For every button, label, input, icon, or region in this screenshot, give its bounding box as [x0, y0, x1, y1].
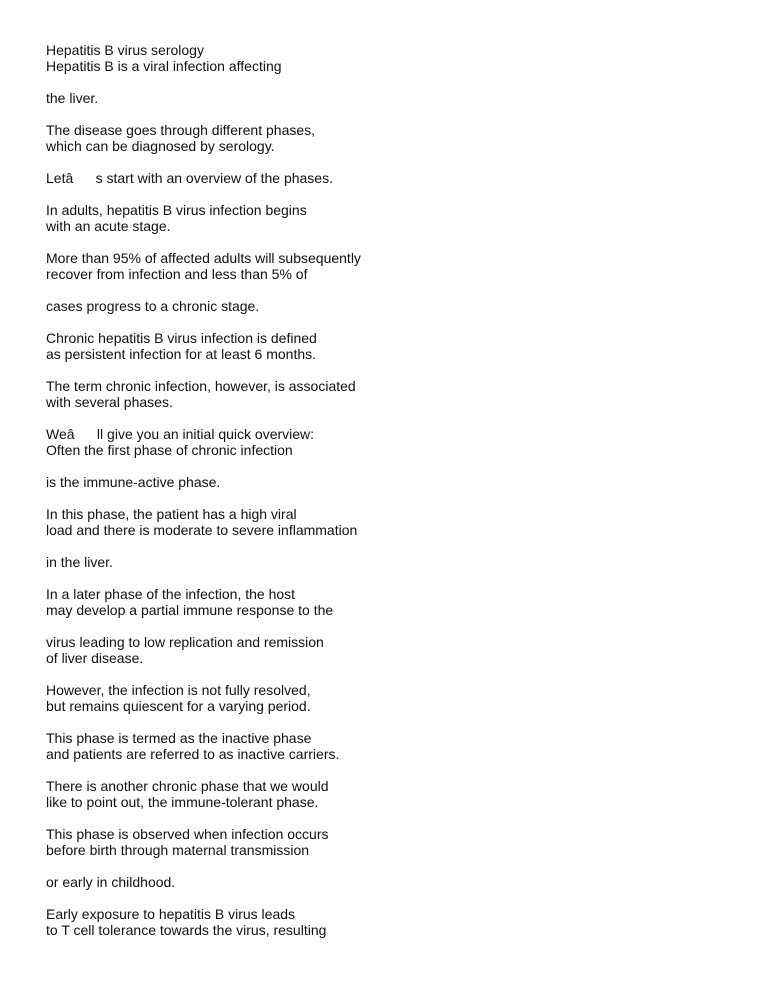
transcript-line: is the immune-active phase. — [46, 474, 221, 490]
transcript-paragraph — [46, 426, 726, 458]
transcript-paragraph — [46, 682, 726, 714]
transcript-paragraph — [46, 378, 726, 410]
transcript-line: However, the infection is not fully resolved, — [46, 682, 311, 698]
transcript-line: before birth through maternal transmission — [46, 842, 310, 858]
transcript-paragraph — [46, 298, 726, 314]
transcript-line: the liver. — [46, 90, 99, 106]
transcript-line: Early exposure to hepatitis B virus leads — [46, 906, 296, 922]
transcript-line: In adults, hepatitis B virus infection begins — [46, 202, 307, 218]
transcript-paragraph — [46, 90, 726, 106]
transcript-line: recover from infection and less than 5% of — [46, 266, 308, 282]
transcript-line: The disease goes through different phases, — [46, 122, 316, 138]
transcript-paragraph — [46, 170, 726, 186]
transcript-line: The term chronic infection, however, is associated — [46, 378, 356, 394]
transcript-line: in the liver. — [46, 554, 113, 570]
transcript-line: Hepatitis B virus serology — [46, 42, 204, 58]
transcript-paragraph — [46, 202, 726, 234]
transcript-line: which can be diagnosed by serology. — [46, 138, 275, 154]
transcript-line: like to point out, the immune-tolerant phase. — [46, 794, 319, 810]
transcript-line: More than 95% of affected adults will subsequently — [46, 250, 361, 266]
document-body — [46, 42, 726, 954]
transcript-line: load and there is moderate to severe inflammation — [46, 522, 358, 538]
transcript-paragraph — [46, 474, 726, 490]
transcript-line: In this phase, the patient has a high viral — [46, 506, 297, 522]
transcript-line: Letâs start with an overview of the phases. — [46, 170, 333, 186]
transcript-paragraph — [46, 906, 726, 938]
transcript-paragraph — [46, 506, 726, 538]
transcript-line: Hepatitis B is a viral infection affecting — [46, 58, 282, 74]
transcript-paragraph — [46, 586, 726, 618]
transcript-paragraph — [46, 250, 726, 282]
transcript-line: may develop a partial immune response to the — [46, 602, 334, 618]
transcript-paragraph — [46, 554, 726, 570]
transcript-line: or early in childhood. — [46, 874, 176, 890]
transcript-paragraph — [46, 730, 726, 762]
transcript-line: but remains quiescent for a varying period. — [46, 698, 311, 714]
transcript-line: to T cell tolerance towards the virus, resulting — [46, 922, 327, 938]
transcript-line: with several phases. — [46, 394, 173, 410]
transcript-line: Chronic hepatitis B virus infection is defined — [46, 330, 317, 346]
transcript-line: In a later phase of the infection, the host — [46, 586, 296, 602]
transcript-paragraph — [46, 826, 726, 858]
transcript-line: Often the first phase of chronic infection — [46, 442, 293, 458]
transcript-line: This phase is termed as the inactive phase — [46, 730, 312, 746]
transcript-line: This phase is observed when infection occurs — [46, 826, 329, 842]
transcript-line: with an acute stage. — [46, 218, 171, 234]
transcript-paragraph — [46, 778, 726, 810]
transcript-paragraph — [46, 330, 726, 362]
transcript-paragraph — [46, 874, 726, 890]
transcript-paragraph — [46, 634, 726, 666]
transcript-line: virus leading to low replication and remission — [46, 634, 324, 650]
transcript-line: Weâll give you an initial quick overview: — [46, 426, 315, 442]
transcript-paragraph — [46, 122, 726, 154]
transcript-paragraph — [46, 42, 726, 74]
transcript-line: of liver disease. — [46, 650, 144, 666]
transcript-line: cases progress to a chronic stage. — [46, 298, 260, 314]
transcript-line: as persistent infection for at least 6 months. — [46, 346, 317, 362]
transcript-line: There is another chronic phase that we would — [46, 778, 329, 794]
transcript-line: and patients are referred to as inactive carriers. — [46, 746, 340, 762]
